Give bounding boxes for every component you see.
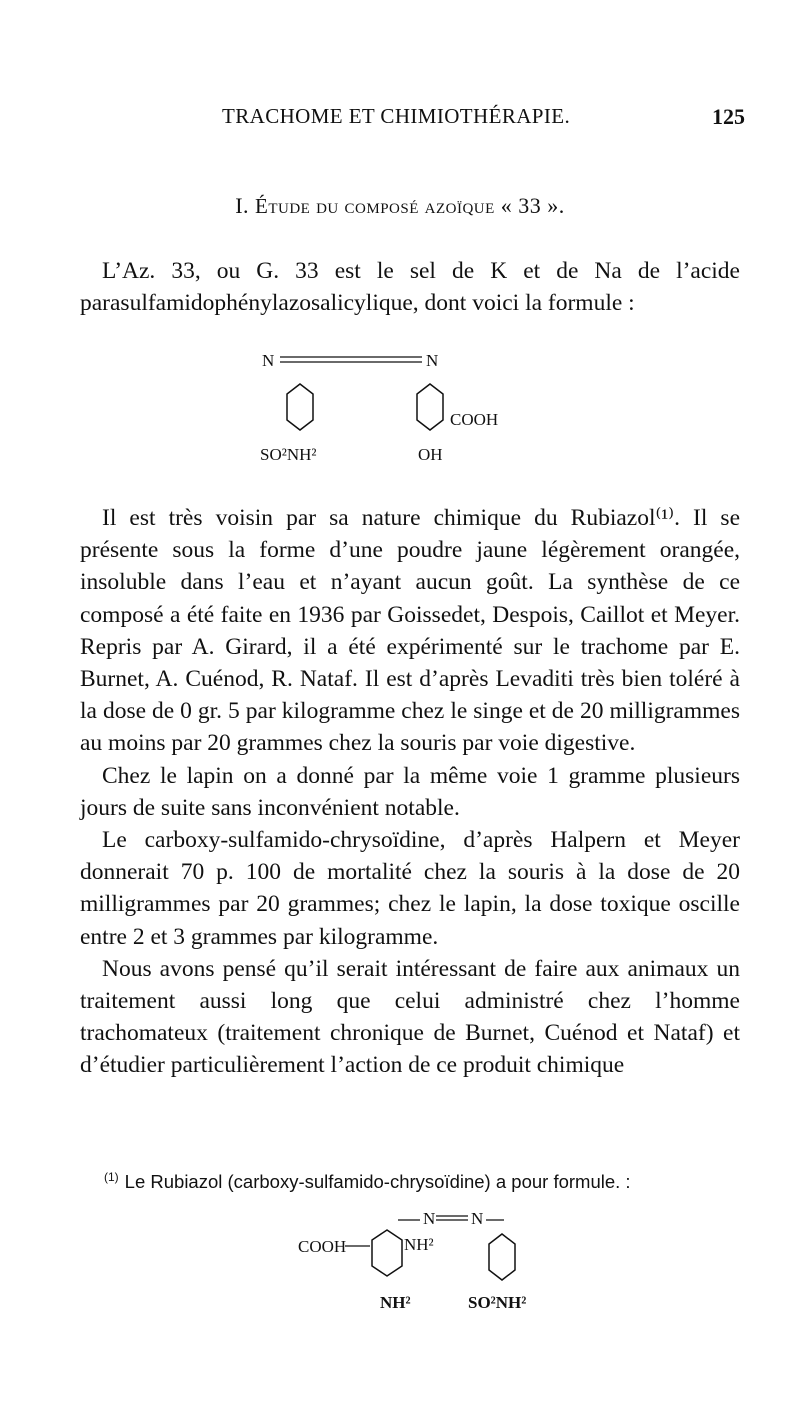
paragraph-3: Le carboxy-sulfamido-chrysoïdine, d’après Halpern et Meyer donnerait 70 p. 100 de mortalité chez la souris à la dose de 20 milligrammes par 20 grammes; chez le lapin, la dose toxique oscille entre 2 et 3 grammes par kilogramme. <box>80 827 740 950</box>
formula-cooh: COOH <box>450 410 499 429</box>
rubiazol-n-left: N <box>423 1209 436 1228</box>
chemical-formula-azo-33 <box>240 344 540 474</box>
footnote-text: Le Rubiazol (carboxy-sulfamido-chrysoïdine) a pour formule. : <box>124 1171 631 1193</box>
paragraph-1: Il est très voisin par sa nature chimique du Rubiazol⁽¹⁾. Il se présente sous la forme d’une poudre jaune légèrement orangée, insoluble dans l’eau et n’ayant aucun goût. La synthèse de ce composé a été faite en 1936 par Goissedet, Despois, Caillot et Meyer. Repris par A. Girard, il a été expérimenté sur le trachome par E. Burnet, A. Cuénod, R. Nataf. Il est d’après Levaditi très bien toléré à la dose de 0 gr. 5 par kilogramme chez le singe et de 20 milligrammes au moins par 20 grammes chez la souris par voie digestive. <box>80 505 740 757</box>
formula-n-left: N <box>262 351 275 370</box>
rubiazol-formula-diagram <box>290 1200 590 1330</box>
main-body <box>80 502 740 1082</box>
section-number: I. <box>235 193 250 218</box>
paragraph-2: Chez le lapin on a donné par la même voie 1 gramme plusieurs jours de suite sans inconvénient notable. <box>80 762 740 821</box>
formula-left-substituent: SO²NH² <box>260 445 317 464</box>
footnote <box>104 1170 744 1193</box>
rubiazol-nh2-top: NH² <box>404 1235 434 1254</box>
formula-n-right: N <box>426 351 439 370</box>
formula-right-substituent: OH <box>418 445 443 464</box>
rubiazol-n-right: N <box>471 1209 484 1228</box>
section-title-text: Étude du composé azoïque <box>255 194 495 218</box>
page-number: 125 <box>712 104 745 129</box>
footnote-mark: (1) <box>104 1170 119 1184</box>
running-title: TRACHOME ET CHIMIOTHÉRAPIE. <box>222 104 571 128</box>
rubiazol-cooh: COOH <box>298 1237 347 1256</box>
chemical-formula-rubiazol <box>290 1200 590 1330</box>
page-header <box>80 104 745 138</box>
intro-text: L’Az. 33, ou G. 33 est le sel de K et de Na de l’acide parasulfamidophénylazosalicylique, dont voici la formule : <box>80 258 740 317</box>
formula-diagram <box>240 344 540 474</box>
rubiazol-right-substituent: SO²NH² <box>468 1293 527 1312</box>
section-heading <box>0 193 800 219</box>
rubiazol-ring-right <box>489 1234 515 1280</box>
intro-paragraph <box>80 255 740 319</box>
rubiazol-ring-left <box>372 1230 402 1276</box>
rubiazol-left-substituent: NH² <box>380 1293 411 1312</box>
paragraph-4: Nous avons pensé qu’il serait intéressant de faire aux animaux un traitement aussi long que celui administré chez l’homme trachomateux (traitement chronique de Burnet, Cuénod et Nataf) et d’étudier particulièrement l’action de ce produit chimique <box>80 955 740 1079</box>
benzene-ring-left <box>287 384 313 430</box>
benzene-ring-right <box>417 384 443 430</box>
section-compound-label: « 33 ». <box>500 193 565 218</box>
